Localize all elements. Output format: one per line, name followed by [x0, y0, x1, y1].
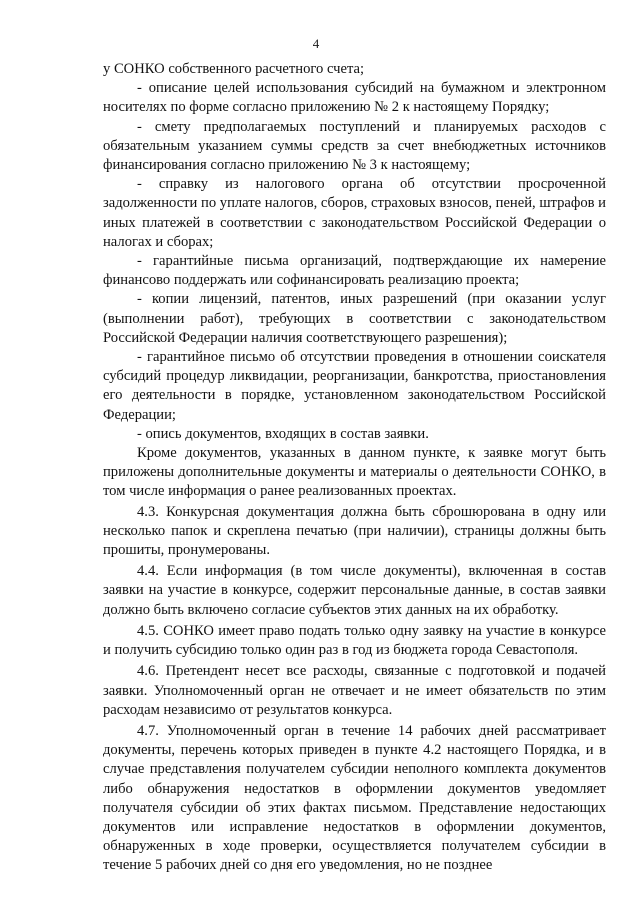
- document-body: [103, 60, 606, 876]
- paragraph-guarantee-letters: - гарантийные письма организаций, подтверждающие их намерение финансово поддержать или софинансировать реализацию проекта;: [103, 253, 606, 289]
- paragraph-4-3: 4.3. Конкурсная документация должна быть сброшюрована в одну или несколько папок и скреплена печатью (при наличии), страницы должны быть прошиты, пронумерованы.: [103, 503, 606, 559]
- paragraph-budget-estimate: - смету предполагаемых поступлений и планируемых расходов с обязательным указанием суммы средств за счет внебюджетных источников финансирования согласно приложению № 3 к настоящему;: [103, 118, 606, 174]
- page-number: 4: [312, 36, 320, 51]
- paragraph-tax-certificate: - справку из налогового органа об отсутствии просроченной задолженности по уплате налогов, сборов, страховых взносов, пеней, штрафов и иных платежей в соответствии с законодательством Российской Федерации о налогах и сборах;: [103, 176, 606, 250]
- paragraph-4-7: 4.7. Уполномоченный орган в течение 14 рабочих дней рассматривает документы, перечень которых приведен в пункте 4.2 настоящего Порядка, и в случае представления получателем субсидии неполного комплекта документов либо обнаружения недостатков в оформлении документов уведомляет получателя субсидии об этих фактах письмом. Представление недостающих документов или исправление недостатков в оформлении документов, обнаруженных в ходе проверки, осуществляется получателем субсидии в течение 5 рабочих дней со дня его уведомления, но не позднее: [103, 722, 606, 874]
- paragraph-4-5: 4.5. СОНКО имеет право подать только одну заявку на участие в конкурсе и получить субсидию только один раз в год из бюджета города Севастополя.: [103, 622, 606, 659]
- paragraph-licenses: - копии лицензий, патентов, иных разрешений (при оказании услуг (выполнении работ), требующих в соответствии с законодательством Российской Федерации наличия соответствующего разрешения);: [103, 291, 606, 346]
- paragraph-additional-documents: Кроме документов, указанных в данном пункте, к заявке могут быть приложены дополнительные документы и материалы о деятельности СОНКО, в том числе информация о ранее реализованных проектах.: [103, 445, 606, 500]
- paragraph-subsidy-goals: - описание целей использования субсидий на бумажном и электронном носителях по форме согласно приложению № 2 к настоящему Порядку;: [103, 80, 606, 116]
- paragraph-4-4: 4.4. Если информация (в том числе документы), включенная в состав заявки на участие в конкурсе, содержит персональные данные, в состав заявки должно быть включено согласие субъектов этих данных на их обработку.: [103, 563, 606, 618]
- paragraph-account-continuation: у СОНКО собственного расчетного счета;: [103, 61, 365, 77]
- paragraph-document-inventory: - опись документов, входящих в состав заявки.: [137, 425, 429, 442]
- paragraph-liquidation-letter: - гарантийное письмо об отсутствии проведения в отношении соискателя субсидий процедур ликвидации, реорганизации, банкротства, приостановления его деятельности в порядке, установленном законодательством Российской Федерации;: [103, 349, 606, 423]
- paragraph-4-6: 4.6. Претендент несет все расходы, связанные с подготовкой и подачей заявки. Уполномоченный орган не отвечает и не имеет обязательств по этим расходам независимо от результатов конкурса.: [103, 663, 606, 718]
